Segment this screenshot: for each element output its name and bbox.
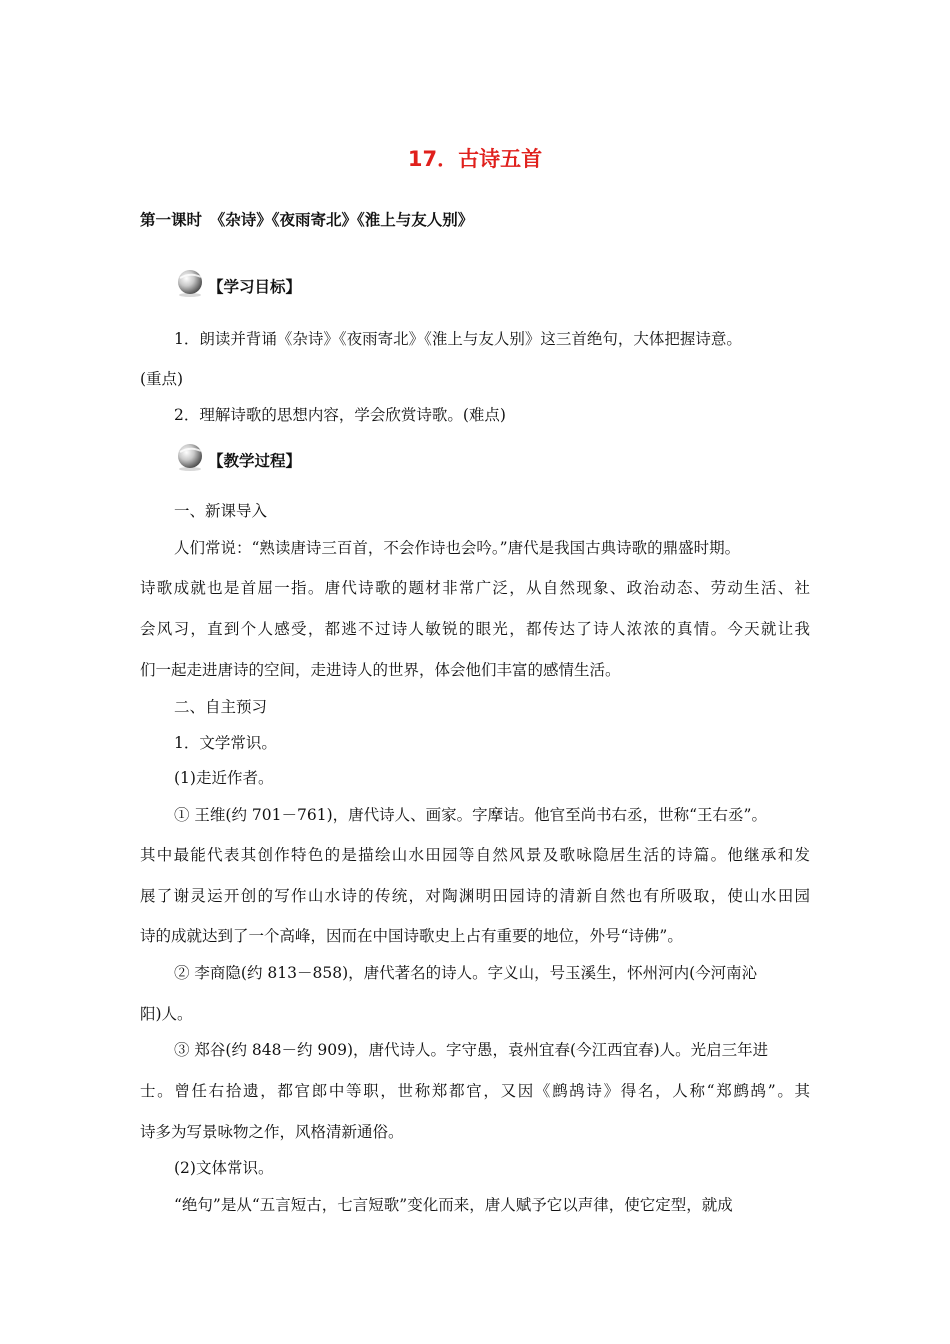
paragraph-line: 会风习，直到个人感受，都逃不过诗人敏锐的眼光，都传达了诗人浓浓的真情。今天就让我 <box>140 620 810 638</box>
paragraph-line: “绝句”是从“五言短古，七言短歌”变化而来，唐人赋予它以声律，使它定型，就成 <box>174 1196 733 1214</box>
paragraph-line: 士。曾任右拾遗，都官郎中等职，世称郑都官，又因《鹧鸪诗》得名，人称“郑鹧鸪”。其 <box>140 1082 810 1100</box>
section-heading: 一、新课导入 <box>174 502 268 520</box>
subsection-heading: (1)走近作者。 <box>174 769 274 787</box>
paragraph-line: ② 李商隐(约 813－858)，唐代著名的诗人。字义山，号玉溪生，怀州河内(今河南沁 <box>174 964 758 982</box>
objective-line: (重点) <box>140 370 184 388</box>
paragraph-line: 其中最能代表其创作特色的是描绘山水田园等自然风景及歌咏隐居生活的诗篇。他继承和发 <box>140 846 810 864</box>
paragraph-line: 人们常说：“熟读唐诗三百首，不会作诗也会吟。”唐代是我国古典诗歌的鼎盛时期。 <box>174 539 741 557</box>
objective-line: 2．理解诗歌的思想内容，学会欣赏诗歌。(难点) <box>174 406 506 424</box>
paragraph-line: 们一起走进唐诗的空间，走进诗人的世界，体会他们丰富的感情生活。 <box>140 661 621 679</box>
paragraph-line: 阳)人。 <box>140 1005 193 1023</box>
paragraph-line: 诗的成就达到了一个高峰，因而在中国诗歌史上占有重要的地位，外号“诗佛”。 <box>140 927 683 945</box>
silver-sphere-icon <box>174 440 206 472</box>
paragraph-line: ① 王维(约 701－761)，唐代诗人、画家。字摩诘。他官至尚书右丞，世称“王右丞”。 <box>174 806 767 824</box>
process-label: 【教学过程】 <box>208 452 302 470</box>
section-heading: 二、自主预习 <box>174 698 268 716</box>
page-title: 17．古诗五首 <box>407 147 543 171</box>
lesson-subtitle: 第一课时 《杂诗》《夜雨寄北》《淮上与友人别》 <box>140 211 474 229</box>
silver-sphere-icon <box>174 266 206 298</box>
subsection-heading: (2)文体常识。 <box>174 1159 274 1177</box>
objectives-label: 【学习目标】 <box>208 278 302 296</box>
process-heading <box>174 438 301 472</box>
objectives-heading <box>174 264 301 298</box>
paragraph-line: 诗多为写景咏物之作，风格清新通俗。 <box>140 1123 404 1141</box>
paragraph-line: 诗歌成就也是首屈一指。唐代诗歌的题材非常广泛，从自然现象、政治动态、劳动生活、社 <box>140 579 810 597</box>
paragraph-line: 展了谢灵运开创的写作山水诗的传统，对陶渊明田园诗的清新自然也有所吸取，使山水田园 <box>140 887 810 905</box>
subsection-heading: 1．文学常识。 <box>174 734 277 752</box>
paragraph-line: ③ 郑谷(约 848－约 909)，唐代诗人。字守愚，袁州宜春(今江西宜春)人。光启三年进 <box>174 1041 769 1059</box>
objective-line: 1．朗读并背诵《杂诗》《夜雨寄北》《淮上与友人别》这三首绝句，大体把握诗意。 <box>174 330 742 348</box>
